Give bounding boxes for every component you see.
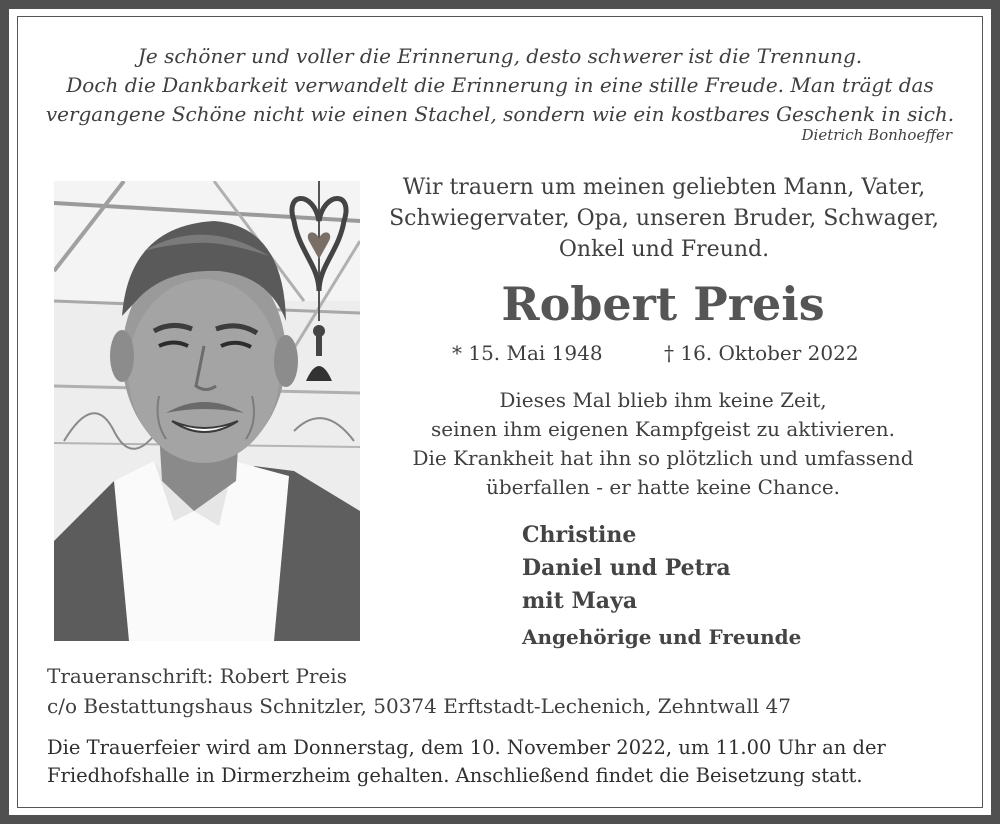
mourning-address bbox=[47, 661, 791, 721]
quote-line: vergangene Schöne nicht wie einen Stachel, sondern wie ein kostbares Geschenk in sich. bbox=[45, 102, 955, 126]
family-name: Daniel und Petra bbox=[522, 555, 731, 581]
portrait-photo bbox=[54, 181, 360, 641]
service-line: Friedhofshalle in Dirmerzheim gehalten. Anschließend findet die Beisetzung statt. bbox=[47, 764, 863, 787]
verse-line: überfallen - er hatte keine Chance. bbox=[485, 475, 841, 499]
verse-line: Die Krankheit hat ihn so plötzlich und umfassend bbox=[412, 446, 914, 470]
family-name: Christine bbox=[522, 522, 637, 548]
quote-line: Je schöner und voller die Erinnerung, desto schwerer ist die Trennung. bbox=[137, 44, 863, 68]
mourning-announcement bbox=[374, 172, 954, 265]
verse-line: Dieses Mal blieb ihm keine Zeit, bbox=[499, 388, 827, 412]
address-line: Traueranschrift: Robert Preis bbox=[47, 664, 347, 688]
birth-date: * 15. Mai 1948 bbox=[452, 341, 603, 365]
service-line: Die Trauerfeier wird am Donnerstag, dem 10. November 2022, um 11.00 Uhr an der bbox=[47, 736, 886, 759]
verse-line: seinen ihm eigenen Kampfgeist zu aktivieren. bbox=[430, 417, 896, 441]
announcement-line: Wir trauern um meinen geliebten Mann, Vater, bbox=[402, 175, 926, 200]
memorial-quote bbox=[30, 42, 970, 129]
memorial-verse bbox=[374, 386, 952, 502]
quote-line: Doch die Dankbarkeit verwandelt die Erinnerung in eine stille Freude. Man trägt das bbox=[66, 73, 934, 97]
family-name: mit Maya bbox=[522, 588, 638, 614]
quote-author: Dietrich Bonhoeffer bbox=[801, 126, 952, 144]
announcement-line: Onkel und Freund. bbox=[558, 237, 770, 262]
funeral-service-info bbox=[47, 734, 886, 790]
death-date: † 16. Oktober 2022 bbox=[664, 341, 859, 365]
relatives-line: Angehörige und Freunde bbox=[522, 625, 802, 649]
announcement-line: Schwiegervater, Opa, unseren Bruder, Schwager, bbox=[389, 206, 939, 231]
address-line: c/o Bestattungshaus Schnitzler, 50374 Erftstadt-Lechenich, Zehntwall 47 bbox=[47, 694, 791, 718]
family-signatures bbox=[522, 519, 801, 654]
deceased-name: Robert Preis bbox=[501, 277, 825, 331]
